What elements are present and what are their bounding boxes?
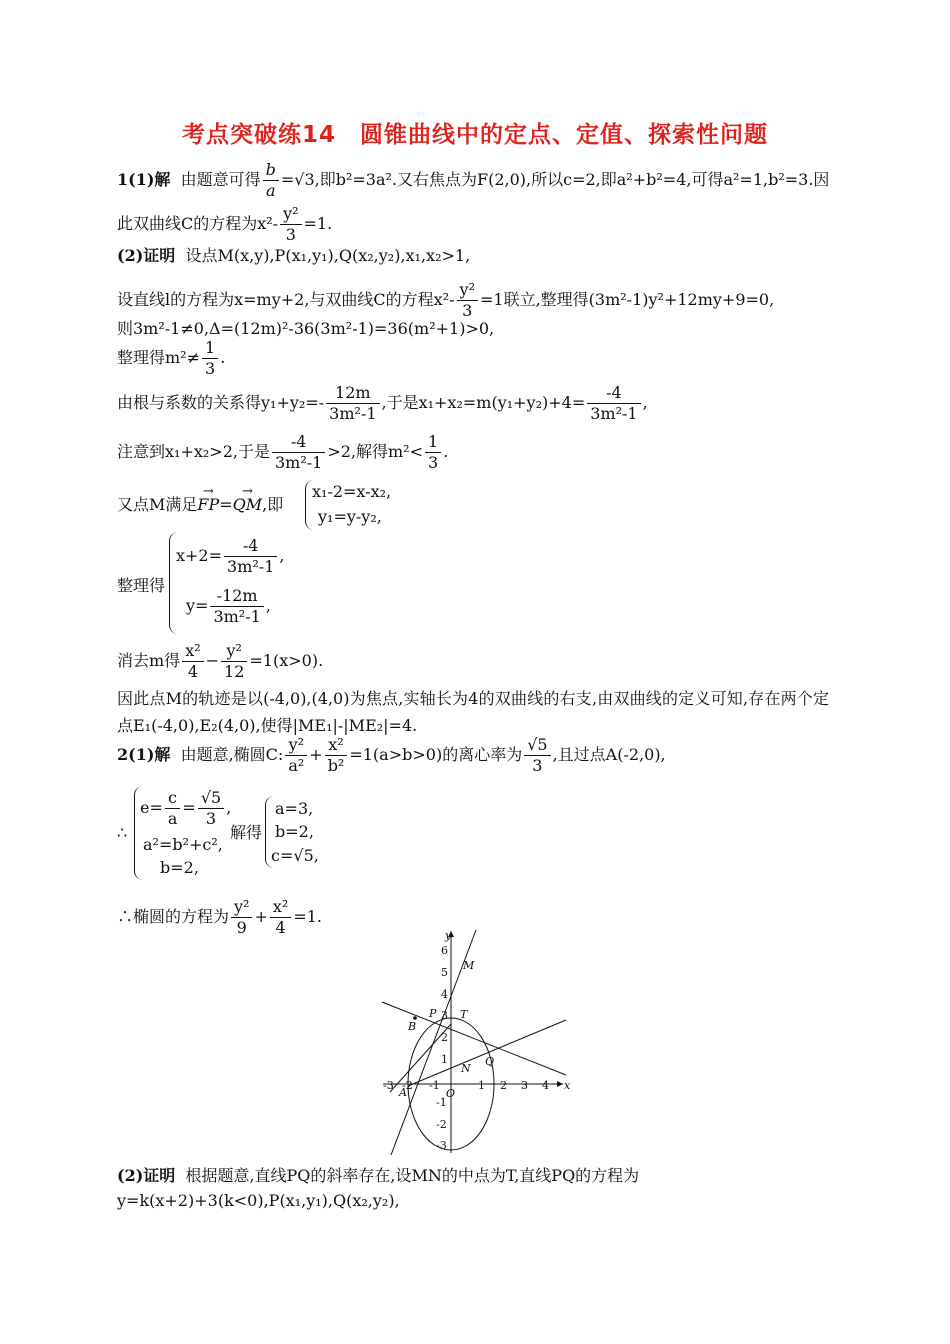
p1-line-11: 消去m得 $\frac{\text{x²}}{4}$ − $\frac{\text{y²}}{12}$ =1(x>0). <box>117 641 324 681</box>
point-label: P <box>429 1007 437 1020</box>
p1-line-1: 1(1)解 由题意可得 $\frac{b}{a}$ =√3,即b²=3a².又右焦点为F(2,0),所以c=2,即a²+b²=4,可得a²=1,b²=3.因 <box>117 160 830 200</box>
point-label: T <box>460 1008 468 1021</box>
system-4-row-2: b=2, <box>275 822 314 841</box>
page-title: 考点突破练14 圆锥曲线中的定点、定值、探索性问题 <box>181 122 768 148</box>
fraction-minus4b: $\frac{-4}{\text{3m²-1}}$ <box>272 432 325 473</box>
vector-fp: → FP <box>197 494 219 516</box>
p2-proof-label: (2)证明 <box>117 1166 176 1185</box>
p1-line-1-rest: b²=3a².又右焦点为F(2,0),所以c=2,即a²+b²=4,可得a²=1,b²=3.因 <box>335 170 830 189</box>
p1-line-5: 则3m²-1≠0,Δ=(12m)²-36(3m²-1)=36(m²+1)>0, <box>117 319 495 338</box>
p1-part1-label: (1)解 <box>128 170 171 189</box>
p2-proof-line-1: (2)证明 根据题意,直线PQ的斜率存在,设MN的中点为T,直线PQ的方程为 <box>117 1166 640 1185</box>
point-label: N <box>461 1062 471 1075</box>
y-tick-label: -1 <box>436 1096 447 1109</box>
p2-part1-label: (1)解 <box>128 745 171 764</box>
fraction-1-over-3b: $\frac{1}{3}$ <box>425 432 441 473</box>
fraction-1-over-3: $\frac{1}{3}$ <box>202 338 218 379</box>
system-1-row-1: x₁-2=x-x₂, <box>312 482 392 501</box>
y-tick-label: 1 <box>441 1053 448 1066</box>
p1-line-10-label: 整理得 <box>117 576 166 595</box>
line-aq <box>408 1020 566 1086</box>
y-tick-label: -2 <box>436 1118 447 1131</box>
p1-proof-line: (2)证明 设点M(x,y),P(x₁,y₁),Q(x₂,y₂),x₁,x₂>1, <box>117 246 471 265</box>
fraction-b-over-a: $\frac{b}{a}$ <box>263 160 279 201</box>
system-3-row-2: a²=b²+c², <box>143 835 223 854</box>
solve-label: 解得 <box>230 823 263 842</box>
y-tick-label: 5 <box>441 966 448 979</box>
y-tick-label: 6 <box>441 944 448 957</box>
x-tick-label: 4 <box>542 1079 549 1092</box>
p1-line-2: 此双曲线C的方程为x²- $\frac{\text{y²}}{3}$ =1. <box>117 204 333 244</box>
p1-intro: 由题意可得 <box>180 170 261 189</box>
system-3-row-1: e= $\frac{c}{a}$ = $\frac{√5}{3}$ , <box>140 788 232 828</box>
x-tick-label: -1 <box>429 1079 440 1092</box>
p2-number: 2 <box>117 745 129 764</box>
point-label: Q <box>485 1055 495 1068</box>
system-2-row-1: x+2= $\frac{-4}{\text{3m²-1}}$ , <box>176 536 285 576</box>
p1-line-7: 由根与系数的关系得y₁+y₂=- $\frac{12m}{\text{3m²-1}}$ ,于是x₁+x₂=m(y₁+y₂)+4= $\frac{-4}{\text{3m²-1}}$ , <box>117 383 648 423</box>
fraction-minus4: $\frac{-4}{\text{3m²-1}}$ <box>587 383 640 424</box>
x-axis-arrow <box>557 1081 563 1087</box>
x-tick-label: -2 <box>402 1079 413 1092</box>
p2-proof-line-2: y=k(x+2)+3(k<0),P(x₁,y₁),Q(x₂,y₂), <box>117 1191 400 1210</box>
system-4-row-1: a=3, <box>275 799 314 818</box>
p1-line-6: 整理得m²≠ $\frac{1}{3}$ . <box>117 338 226 378</box>
y-tick-label: 2 <box>441 1031 448 1044</box>
p1-line-4: 设直线l的方程为x=my+2,与双曲线C的方程x²- $\frac{\text{y²}}{3}$ =1联立,整理得(3m²-1)y²+12my+9=0, <box>117 280 775 320</box>
p1-line-8: 注意到x₁+x₂>2,于是 $\frac{-4}{\text{3m²-1}}$ >2,解得m²< $\frac{1}{3}$ . <box>117 432 449 472</box>
fraction-y2-over-3: $\frac{\text{y²}}{3}$ <box>280 204 301 245</box>
point-label: A <box>399 1086 407 1099</box>
p1-line-9: 又点M满足→ FP=→ QM,即 <box>117 494 283 516</box>
y-axis-label: y <box>445 929 452 942</box>
p2-line-1: 2(1)解 由题意,椭圆C: $\frac{\text{y²}}{\text{a²}}$ + $\frac{\text{x²}}{\text{b²}}$ =1(a>b>0)的离心率为 $\frac{√5}{3}$ ,且过点A(-2,0), <box>117 735 666 775</box>
y-tick-label: 4 <box>441 988 448 1001</box>
y-tick-label: 3 <box>441 1009 448 1022</box>
point-label: M <box>463 959 475 972</box>
p2-line-3: ∴椭圆的方程为 $\frac{\text{y²}}{9}$ + $\frac{\text{x²}}{4}$ =1. <box>117 897 322 937</box>
system-4-row-3: c=√5, <box>271 846 319 865</box>
y-tick-label: -3 <box>436 1139 447 1152</box>
fraction-12m: $\frac{12m}{\text{3m²-1}}$ <box>326 383 379 424</box>
x-tick-label: 3 <box>521 1079 528 1092</box>
origin-label: O <box>446 1087 456 1100</box>
ellipse-figure <box>378 927 578 1157</box>
x-tick-label: 1 <box>478 1079 485 1092</box>
point-b-dot <box>413 1016 417 1020</box>
x-tick-label: 2 <box>500 1079 507 1092</box>
therefore-symbol: ∴ <box>117 823 128 842</box>
p1-conclusion: 因此点M的轨迹是以(-4,0),(4,0)为焦点,实轴长为4的双曲线的右支,由双曲线的定义可知,存在两个定点E₁(-4,0),E₂(4,0),使得|ME₁|-|ME₂|=4. <box>117 689 829 735</box>
system-2-row-2: y= $\frac{-12m}{\text{3m²-1}}$ , <box>186 586 271 626</box>
p1-number: 1 <box>117 170 129 189</box>
x-tick-label: -3 <box>383 1079 394 1092</box>
x-axis-label: x <box>564 1079 571 1092</box>
fraction-y2-over-3b: $\frac{\text{y²}}{3}$ <box>457 280 478 321</box>
vector-qm: → QM <box>233 494 263 516</box>
system-3-row-3: b=2, <box>160 858 199 877</box>
point-label: B <box>408 1020 417 1033</box>
system-1-row-2: y₁=y-y₂, <box>318 507 382 526</box>
p1-proof-label: (2)证明 <box>117 246 176 265</box>
